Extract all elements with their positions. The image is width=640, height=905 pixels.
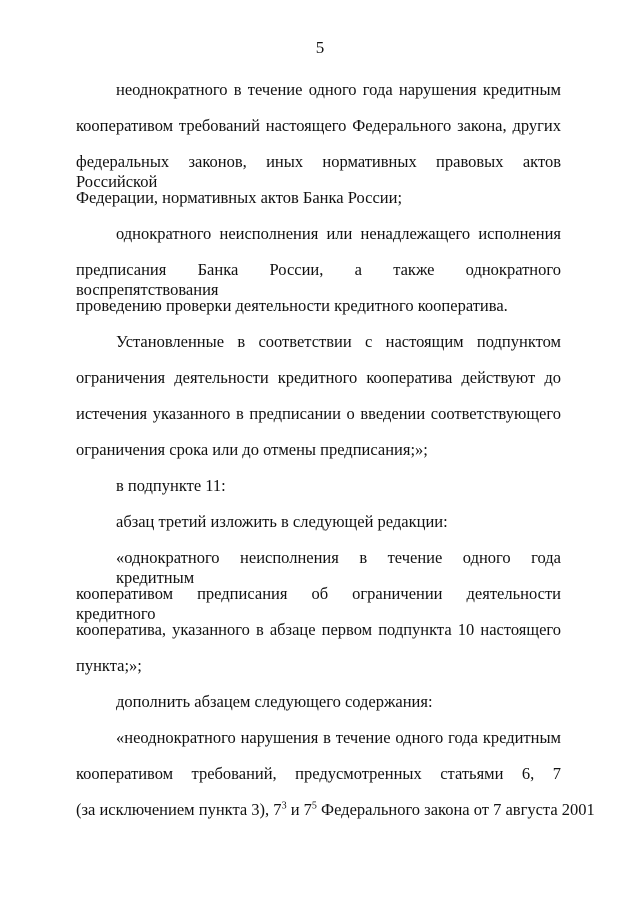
- text-line: ограничения деятельности кредитного кооператива действуют до: [76, 368, 561, 387]
- page-number: 5: [315, 38, 325, 57]
- text-line: «однократного неисполнения в течение одного года кредитным: [116, 548, 561, 587]
- text-segment: и 7: [286, 800, 312, 819]
- text-segment: Федерального закона от 7 августа 2001: [316, 800, 595, 819]
- text-line: абзац третий изложить в следующей редакции:: [116, 512, 448, 531]
- text-line: [76, 800, 595, 820]
- text-line: ограничения срока или до отмены предписания;»;: [76, 440, 428, 459]
- text-line: в подпункте 11:: [116, 476, 226, 495]
- text-line: Установленные в соответствии с настоящим подпунктом: [116, 332, 561, 351]
- text-line: кооператива, указанного в абзаце первом подпункта 10 настоящего: [76, 620, 561, 639]
- text-line: неоднократного в течение одного года нарушения кредитным: [116, 80, 561, 99]
- text-line: однократного неисполнения или ненадлежащего исполнения: [116, 224, 561, 243]
- text-line: федеральных законов, иных нормативных правовых актов Российской: [76, 152, 561, 191]
- superscript: 5: [311, 800, 317, 812]
- text-line: кооперативом требований, предусмотренных статьями 6, 7: [76, 764, 561, 783]
- text-line: дополнить абзацем следующего содержания:: [116, 692, 433, 711]
- text-line: «неоднократного нарушения в течение одного года кредитным: [116, 728, 561, 747]
- text-line: пункта;»;: [76, 656, 142, 675]
- text-line: истечения указанного в предписании о введении соответствующего: [76, 404, 561, 423]
- superscript: 3: [281, 800, 287, 812]
- text-segment: (за исключением пункта 3), 7: [76, 800, 282, 819]
- text-line: Федерации, нормативных актов Банка России;: [76, 188, 403, 207]
- text-line: предписания Банка России, а также однократного воспрепятствования: [76, 260, 561, 299]
- text-line: кооперативом предписания об ограничении деятельности кредитного: [76, 584, 561, 623]
- text-line: кооперативом требований настоящего Федерального закона, других: [76, 116, 561, 135]
- text-line: проведению проверки деятельности кредитного кооператива.: [76, 296, 508, 315]
